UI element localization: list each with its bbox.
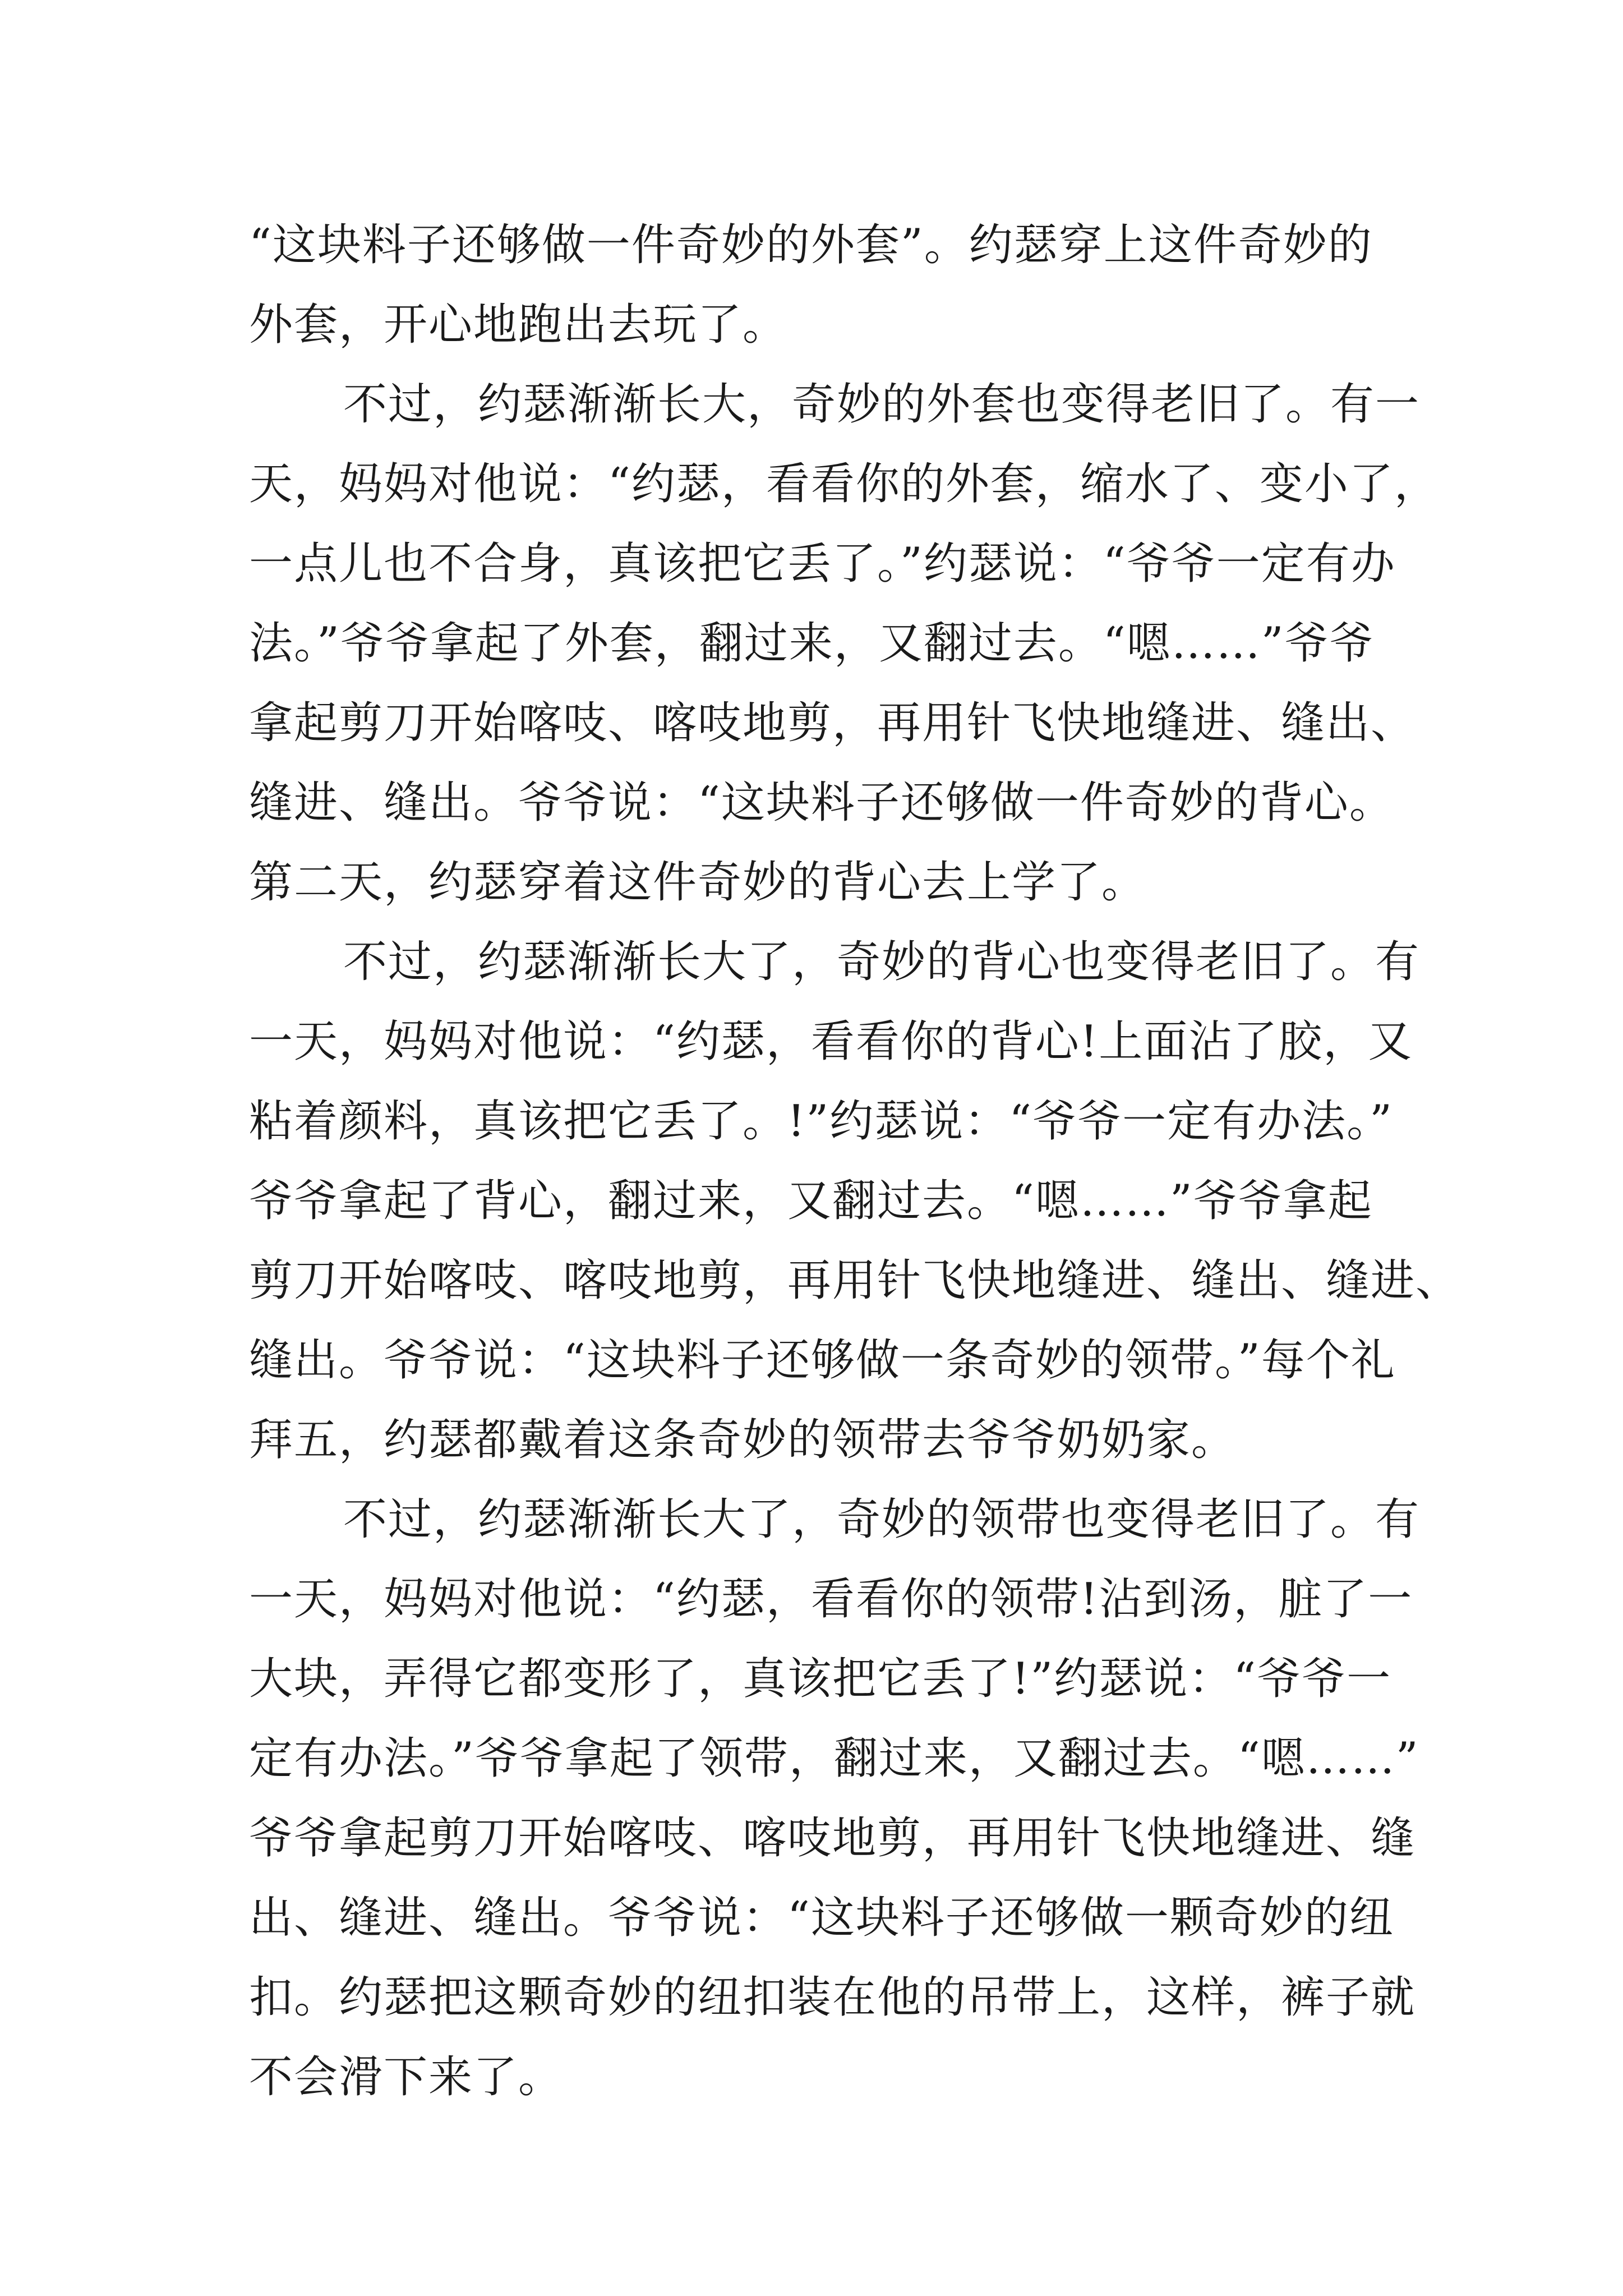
text-line: 天，妈妈对他说：“约瑟，看看你的外套，缩水了、变小了， <box>249 459 1439 509</box>
text-line: 不过，约瑟渐渐长大，奇妙的外套也变得老旧了。有一 <box>343 379 1421 430</box>
text-line: 外套，开心地跑出去玩了。 <box>249 300 788 350</box>
text-line: 一天，妈妈对他说：“约瑟，看看你的领带!沾到汤，脏了一 <box>249 1574 1413 1625</box>
text-line: 扣。约瑟把这颗奇妙的纽扣装在他的吊带上，这样，裤子就 <box>249 1972 1416 2023</box>
text-line: “这块料子还够做一件奇妙的外套”。约瑟穿上这件奇妙的 <box>249 220 1373 270</box>
text-line: 一点儿也不合身，真该把它丢了。”约瑟说：“爷爷一定有办 <box>249 539 1396 589</box>
text-line: 大块，弄得它都变形了，真该把它丢了!”约瑟说：“爷爷一 <box>249 1654 1392 1704</box>
text-line: 拜五，约瑟都戴着这条奇妙的领带去爷爷奶奶家。 <box>249 1415 1237 1465</box>
text-line: 不过，约瑟渐渐长大了，奇妙的背心也变得老旧了。有 <box>343 937 1421 987</box>
text-line: 拿起剪刀开始喀吱、喀吱地剪，再用针飞快地缝进、缝出、 <box>249 698 1416 748</box>
text-line: 一天，妈妈对他说：“约瑟，看看你的背心!上面沾了胶，又 <box>249 1016 1413 1067</box>
text-line: 缝进、缝出。爷爷说：“这块料子还够做一件奇妙的背心。 <box>249 777 1394 828</box>
text-line: 不会滑下来了。 <box>249 2052 564 2102</box>
text-line: 爷爷拿起剪刀开始喀吱、喀吱地剪，再用针飞快地缝进、缝 <box>249 1813 1416 1864</box>
text-line: 第二天，约瑟穿着这件奇妙的背心去上学了。 <box>249 857 1147 908</box>
text-line: 缝出。爷爷说：“这块料子还够做一条奇妙的领带。”每个礼 <box>249 1335 1396 1386</box>
text-line: 剪刀开始喀吱、喀吱地剪，再用针飞快地缝进、缝出、缝进、 <box>249 1255 1461 1306</box>
text-line: 法。”爷爷拿起了外套，翻过来，又翻过去。“嗯……”爷爷 <box>249 618 1375 669</box>
text-line: 不过，约瑟渐渐长大了，奇妙的领带也变得老旧了。有 <box>343 1494 1421 1545</box>
text-line: 出、缝进、缝出。爷爷说：“这块料子还够做一颗奇妙的纽 <box>249 1893 1394 1943</box>
text-line: 粘着颜料，真该把它丢了。!”约瑟说：“爷爷一定有办法。” <box>249 1096 1393 1147</box>
text-line: 定有办法。”爷爷拿起了领带，翻过来，又翻过去。“嗯……” <box>249 1733 1419 1784</box>
text-line: 爷爷拿起了背心，翻过来，又翻过去。“嗯……”爷爷拿起 <box>249 1176 1373 1226</box>
story-text <box>249 205 1461 2117</box>
